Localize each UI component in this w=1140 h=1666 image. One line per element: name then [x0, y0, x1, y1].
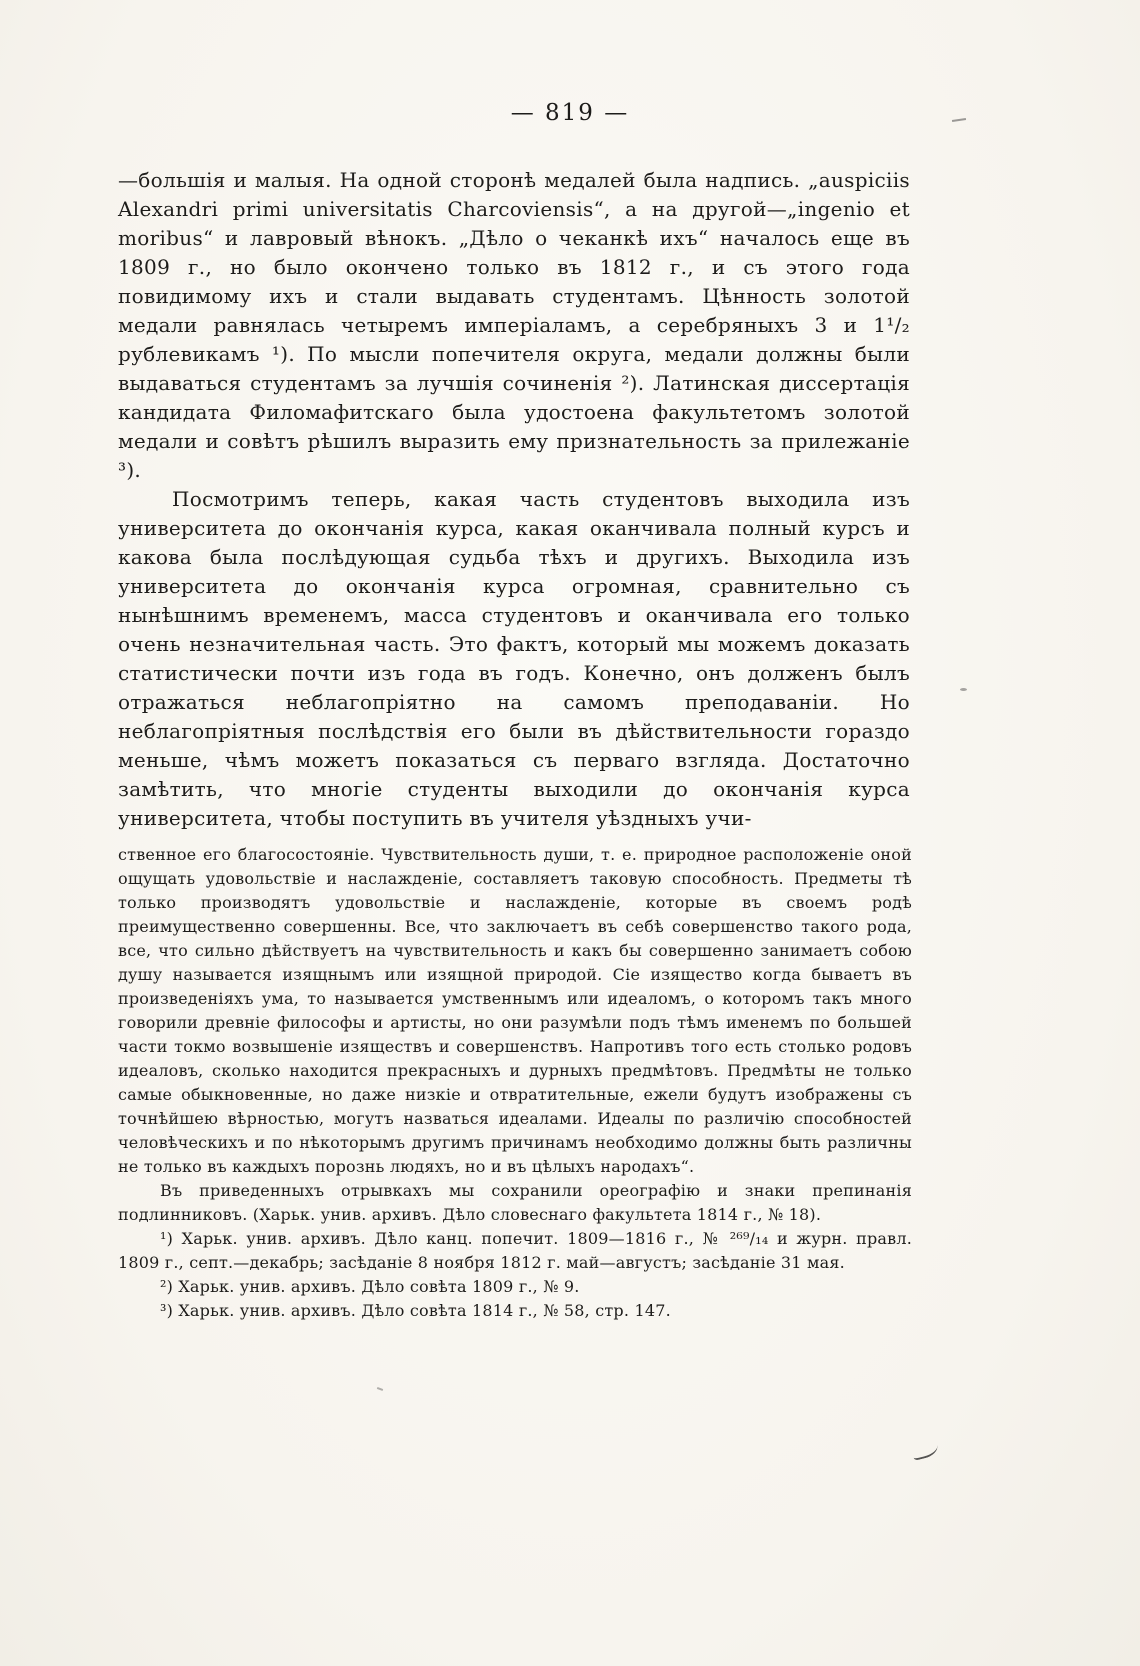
- footnote-paragraph: Въ приведенныхъ отрывкахъ мы сохранили ореографію и знаки препинанія подлинниковъ. (Харьк. унив. архивъ. Дѣло словеснаго факультета 1814 г., № 18).: [118, 1181, 912, 1224]
- paragraph: Посмотримъ теперь, какая часть студентовъ выходила изъ университета до окончанія курса, какая оканчивала полный курсъ и какова была послѣдующая судьба тѣхъ и другихъ. Выходила изъ университета до окончанія курса огромная, сравнительно съ нынѣшнимъ временемъ, масса студентовъ и оканчивала его только очень незначительная часть. Это фактъ, который мы можемъ доказать статистически почти изъ года въ годъ. Конечно, онъ долженъ былъ отражаться неблагопріятно на самомъ преподаваніи. Но неблагопріятныя послѣдствія его были въ дѣйствительности гораздо меньше, чѣмъ можетъ показаться съ перваго взгляда. Достаточно замѣтить, что многіе студенты выходили до окончанія курса университета, чтобы поступить въ учителя уѣздныхъ учи-: [118, 487, 910, 830]
- footnote-section: [118, 843, 912, 1323]
- footnote-3: ³) Харьк. унив. архивъ. Дѣло совѣта 1814 г., № 58, стр. 147.: [160, 1301, 671, 1320]
- scan-artifact-tick: [377, 1387, 383, 1391]
- scan-artifact-pen-mark: [910, 1439, 939, 1461]
- footnote-1: ¹) Харьк. унив. архивъ. Дѣло канц. попечит. 1809—1816 г., № ²⁶⁹/₁₄ и журн. правл. 1809 г., септ.—декабрь; засѣданіе 8 ноября 1812 г. май—августъ; засѣданіе 31 мая.: [118, 1229, 912, 1272]
- paragraph: —большія и малыя. На одной сторонѣ медалей была надпись. „auspiciis Alexandri primi universitatis Charcoviensis“, а на другой—„ingenio et moribus“ и лавровый вѣнокъ. „Дѣло о чеканкѣ ихъ“ началось еще въ 1809 г., но было окончено только въ 1812 г., и съ этого года повидимому ихъ и стали выдавать студентамъ. Цѣнность золотой медали равнялась четыремъ имперіаламъ, а серебряныхъ 3 и 1¹/₂ рублевикамъ ¹). По мысли попечителя округа, медали должны были выдаваться студентамъ за лучшія сочиненія ²). Латинская диссертація кандидата Филомафитскаго была удостоена факультетомъ золотой медали и совѣтъ рѣшилъ выразить ему признательность за прилежаніе ³).: [118, 168, 910, 482]
- page-number: — 819 —: [510, 100, 630, 126]
- scan-artifact-dot: [960, 688, 967, 691]
- footnote-continuation-paragraph: ственное его благосостояніе. Чувствительность души, т. е. природное расположеніе оной ощущать удовольствіе и наслажденіе, составляетъ таковую способность. Предметы тѣ только производятъ удовольствіе и наслажденіе, которые въ своемъ родѣ преимущественно совершенны. Все, что заключаетъ въ себѣ совершенство такого рода, все, что сильно дѣйствуетъ на чувствительность и какъ бы совершенно занимаетъ собою душу называется изящнымъ или изящной природой. Сіе изящество когда бываетъ въ произведеніяхъ ума, то называется умственнымъ или идеаломъ, о которомъ такъ много говорили древніе философы и артисты, но они разумѣли подъ тѣмъ именемъ по большей части токмо возвышеніе изяществъ и совершенствъ. Напротивъ того есть столько родовъ идеаловъ, сколько находится прекрасныхъ и дурныхъ предмѣтовъ. Предмѣты не только самые обыкновенные, но даже низкіе и отвратительные, ежели будутъ изображены съ точнѣйшею вѣрностью, могутъ назваться идеалами. Идеалы по различію способностей человѣческихъ и по нѣкоторымъ другимъ причинамъ необходимо должны быть различны не только въ каждыхъ порознь людяхъ, но и въ цѣлыхъ народахъ“.: [118, 845, 912, 1176]
- main-text-block: [118, 166, 910, 833]
- footnote-2: ²) Харьк. унив. архивъ. Дѣло совѣта 1809 г., № 9.: [160, 1277, 580, 1296]
